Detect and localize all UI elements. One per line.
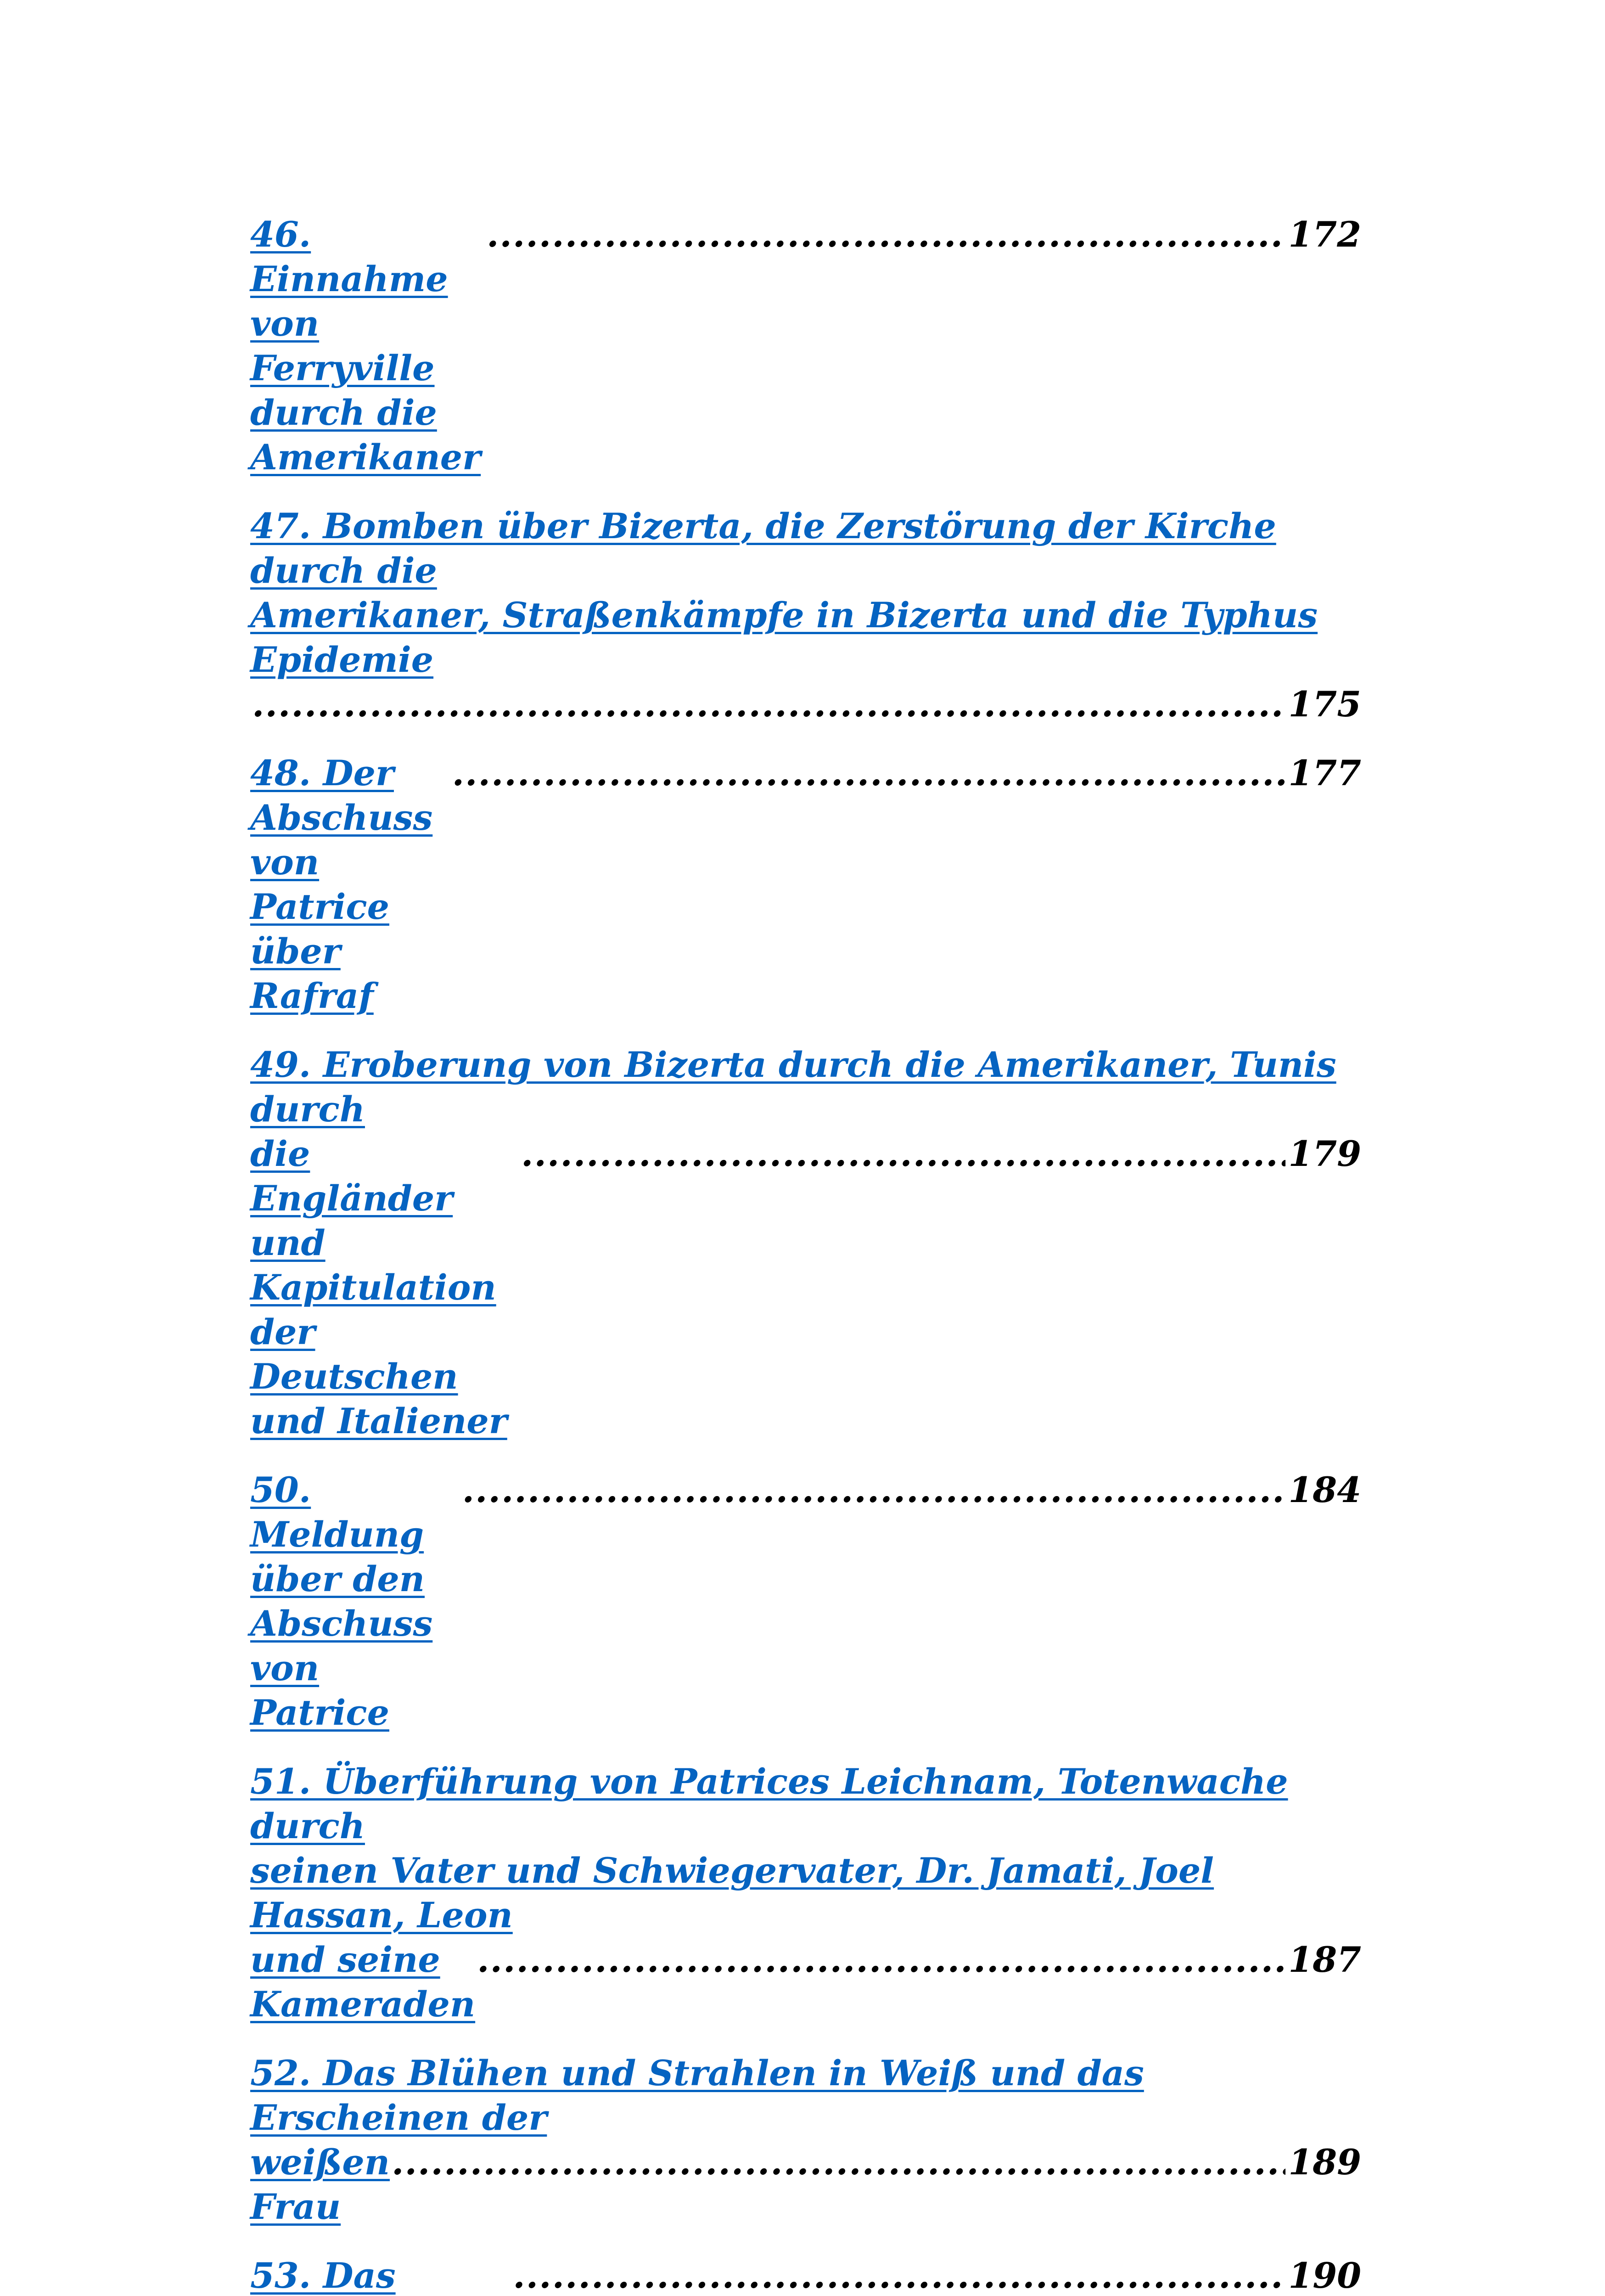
page-number: 175: [1288, 684, 1361, 725]
dot-leader: [392, 2140, 1285, 2184]
toc-entry-last-line: [250, 682, 1361, 726]
toc-entry-link[interactable]: 47. Bomben über Bizerta, die Zerstörung der Kirche durch die: [250, 506, 1276, 591]
toc-entry-link[interactable]: 48. Der Abschuss von Patrice über Rafraf: [250, 753, 433, 1016]
toc-entry-last-line: [250, 1131, 1361, 1443]
toc-entry-line: [250, 593, 1361, 682]
page-number: 187: [1288, 1939, 1361, 1980]
dot-leader: [452, 751, 1286, 795]
toc-entry-last-line: [250, 751, 1361, 1018]
toc-entry[interactable]: [250, 751, 1361, 1018]
toc-entry-line: [250, 1759, 1361, 1848]
page-number: 177: [1288, 753, 1361, 793]
toc-entry[interactable]: [250, 1468, 1361, 1735]
dot-leader: [521, 1131, 1285, 1176]
dot-leader: [462, 1468, 1286, 1512]
toc-entry-link[interactable]: 50. Meldung über den Abschuss von Patrice: [250, 1469, 433, 1733]
table-of-contents: [250, 212, 1361, 2296]
toc-entry[interactable]: [250, 504, 1361, 726]
toc-entry-link[interactable]: 52. Das Blühen und Strahlen in Weiß und das Erscheinen der: [250, 2053, 1144, 2138]
toc-entry-link[interactable]: weißen Frau: [250, 2142, 390, 2227]
toc-entry-link[interactable]: seinen Vater und Schwiegervater, Dr. Jamati, Joel Hassan, Leon: [250, 1850, 1214, 1936]
dot-leader: [252, 682, 1285, 726]
toc-entry[interactable]: [250, 1042, 1361, 1443]
toc-entry-last-line: [250, 1937, 1361, 2026]
dot-leader: [487, 212, 1285, 257]
toc-entry-line: [250, 2051, 1361, 2140]
toc-entry-last-line: [250, 212, 1361, 479]
toc-entry-last-line: [250, 2253, 1361, 2296]
dot-leader: [513, 2253, 1285, 2296]
toc-entry-line: [250, 1042, 1361, 1131]
page-number: 189: [1288, 2142, 1361, 2183]
toc-entry[interactable]: [250, 2253, 1361, 2296]
dot-leader: [477, 1937, 1285, 1982]
page-number: 172: [1288, 214, 1361, 255]
toc-entry[interactable]: [250, 1759, 1361, 2026]
toc-entry-link[interactable]: Amerikaner, Straßenkämpfe in Bizerta und die Typhus Epidemie: [250, 595, 1318, 680]
toc-entry-link[interactable]: die Engländer und Kapitulation der Deutschen und Italiener: [250, 1133, 507, 1441]
toc-entry-last-line: [250, 1468, 1361, 1735]
toc-entry-line: [250, 504, 1361, 593]
page-number: 179: [1288, 1133, 1361, 1174]
toc-entry-link[interactable]: 49. Eroberung von Bizerta durch die Amerikaner, Tunis durch: [250, 1044, 1336, 1130]
toc-entry[interactable]: [250, 2051, 1361, 2229]
page-number: 190: [1288, 2255, 1361, 2296]
toc-entry-link[interactable]: 51. Überführung von Patrices Leichnam, Totenwache durch: [250, 1761, 1288, 1846]
page-number: 184: [1288, 1469, 1361, 1510]
toc-entry-link[interactable]: und seine Kameraden: [250, 1939, 476, 2025]
toc-entry-link[interactable]: 53. Das: [250, 2255, 396, 2296]
toc-entry-last-line: [250, 2140, 1361, 2229]
toc-entry-link[interactable]: 46. Einnahme von Ferryville durch die Amerikaner: [250, 214, 481, 478]
toc-entry-line: [250, 1848, 1361, 1937]
toc-entry[interactable]: [250, 212, 1361, 479]
